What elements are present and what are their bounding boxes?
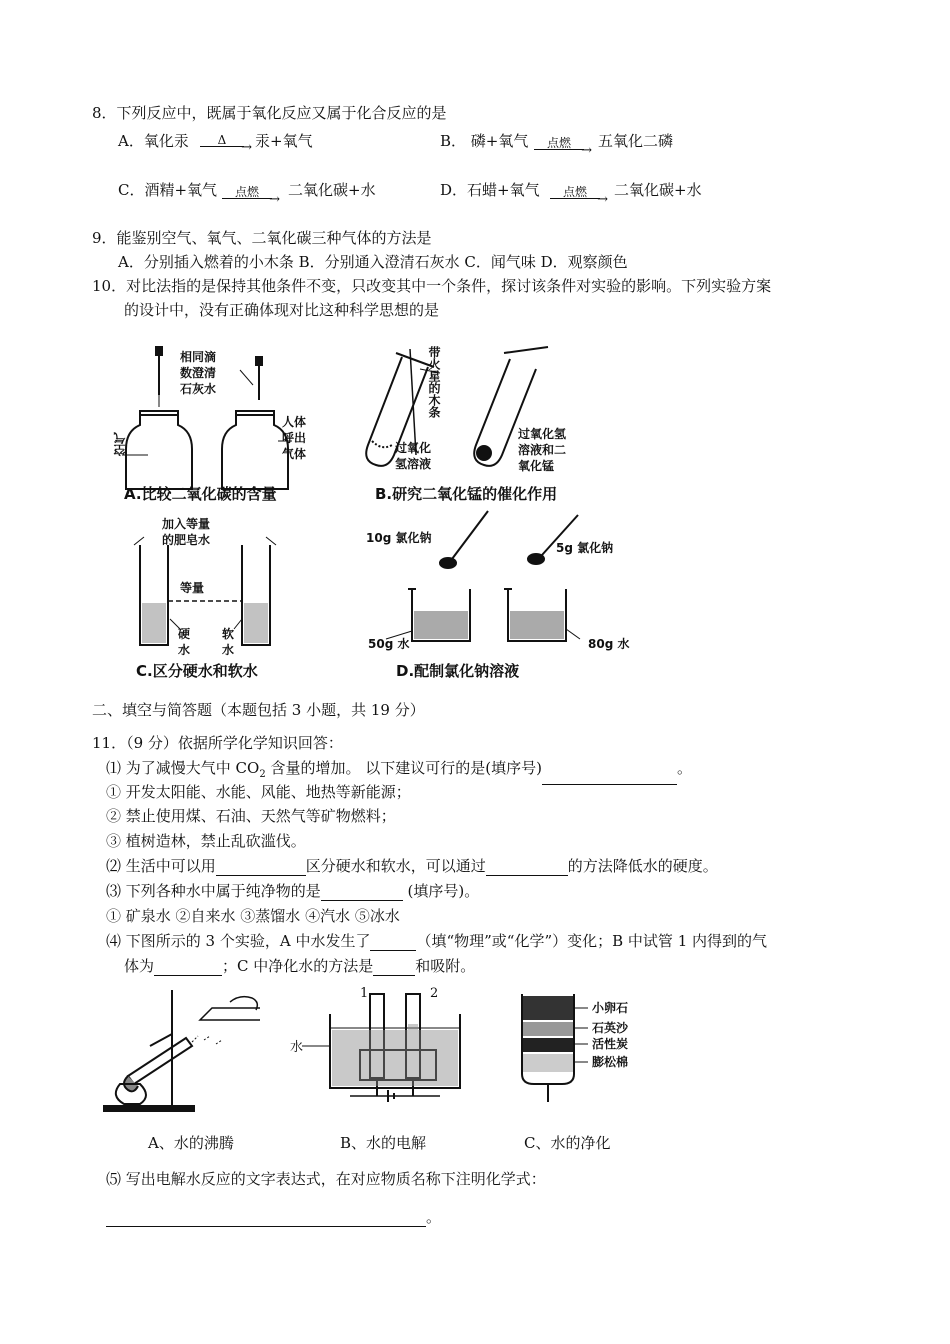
electrolysis-tube-1-label: 1	[360, 986, 369, 1001]
q8-arrow-c: 点燃 →	[222, 186, 272, 199]
q11-part2-blank2[interactable]	[486, 859, 568, 876]
purification-layer-4: 膨松棉	[592, 1055, 629, 1069]
figure-c-soft-label: 软 水	[222, 627, 235, 657]
q11-part3-blank[interactable]	[321, 884, 403, 901]
q8-option-b-right: 五氧化二磷	[598, 132, 674, 150]
q11-part4-blank3[interactable]	[373, 959, 415, 976]
q11-part4-line2: 体为 ；C 中净化水的方法是 和吸附。	[124, 957, 476, 975]
q8-arrow-b: 点燃 →	[534, 137, 584, 150]
caption-purification: C、水的净化	[524, 1134, 611, 1152]
q11-part5: ⑸ 写出电解水反应的文字表达式，在对应物质名称下注明化学式：	[106, 1170, 546, 1188]
figure-b-left-label: 过氧化 氢溶液	[395, 441, 432, 471]
q11-option-3: ③ 植树造林，禁止乱砍滥伐。	[106, 832, 306, 850]
q11-part1: ⑴ 为了减慢大气中 $CO_2$ 含量的增加。 以下建议可行的是(填序号) 。	[106, 758, 692, 785]
figure-b-stick-label: 带火星的木条	[427, 346, 441, 418]
figure-b-caption: B.研究二氧化锰的催化作用	[375, 485, 558, 503]
q10-stem-line2: 的设计中，没有正确体现对比这种科学思想的是	[124, 301, 440, 319]
figure-a-breath-label: 人体 呼出 气体	[282, 415, 307, 461]
q11-part5-answer-line: 。	[106, 1207, 441, 1227]
q11-stem: 11．（9 分）依据所学化学知识回答：	[92, 734, 343, 752]
q11-part4-blank1[interactable]	[370, 934, 416, 951]
q9-stem: 9．能鉴别空气、氧气、二氧化碳三种气体的方法是	[92, 229, 432, 247]
q8-option-c-left: C．酒精+氧气	[118, 181, 218, 199]
figure-c-equal-label: 等量	[180, 581, 205, 595]
figure-b-mno2-catalysis	[350, 345, 610, 485]
figure-d-salt10-label: 10g 氯化钠	[366, 531, 432, 545]
q8-option-c-right: 二氧化碳+水	[288, 181, 376, 199]
figure-a-air-label: 空气	[113, 432, 127, 456]
figure-b-right-label: 过氧化氢 溶液和二 氧化锰	[518, 427, 567, 473]
q11-part1-blank[interactable]	[542, 768, 677, 785]
q11-part2: ⑵ 生活中可以用 区分硬水和软水，可以通过 的方法降低水的硬度。	[106, 857, 718, 875]
figure-d-water50-label: 50g 水	[368, 637, 410, 651]
q11-part5-blank[interactable]	[106, 1210, 426, 1227]
q8-arrow-a: Δ →	[200, 134, 244, 147]
q11-part4-line1: ⑷ 下图所示的 3 个实验，A 中水发生了 （填“物理”或“化学”）变化；B 中试管 1 内得到的气	[106, 932, 767, 950]
figure-c-caption: C.区分硬水和软水	[136, 662, 258, 680]
q11-option-2: ② 禁止使用煤、石油、天然气等矿物燃料；	[106, 807, 396, 825]
q11-part3: ⑶ 下列各种水中属于纯净物的是 (填序号)。	[106, 882, 480, 900]
q11-part3-options: ① 矿泉水 ②自来水 ③蒸馏水 ④汽水 ⑤冰水	[106, 907, 400, 925]
figure-d-caption: D.配制氯化钠溶液	[396, 662, 520, 680]
figure-a-caption: A.比较二氧化碳的含量	[124, 485, 277, 503]
q9-options: A．分别插入燃着的小木条 B．分别通入澄清石灰水 C．闻气味 D．观察颜色	[118, 253, 628, 271]
figure-water-purification	[510, 984, 590, 1114]
q11-part4-blank2[interactable]	[154, 959, 222, 976]
q8-arrow-d: 点燃 →	[550, 186, 600, 199]
figure-c-hard-label: 硬 水	[178, 627, 191, 657]
caption-electrolysis: B、水的电解	[340, 1134, 427, 1152]
q8-option-d-left: D．石蜡+氧气	[440, 181, 540, 199]
figure-d-water80-label: 80g 水	[588, 637, 630, 651]
q8-option-a-right: 汞+氧气	[255, 132, 313, 150]
figure-c-soap-label: 加入等量 的肥皂水	[162, 517, 211, 547]
q8-option-a-left: A．氧化汞	[118, 132, 189, 150]
electrolysis-tube-2-label: 2	[430, 986, 439, 1001]
q11-part2-blank1[interactable]	[216, 859, 306, 876]
figure-d-salt5-label: 5g 氯化钠	[556, 541, 614, 555]
q10-stem-line1: 10．对比法指的是保持其他条件不变，只改变其中一个条件，探讨该条件对实验的影响。下列实验方案	[92, 277, 772, 295]
figure-a-drop-label: 相同滴 数澄清 石灰水	[180, 350, 217, 396]
purification-layer-3: 活性炭	[592, 1037, 629, 1051]
caption-boiling: A、水的沸腾	[148, 1134, 234, 1152]
purification-layer-1: 小卵石	[592, 1001, 629, 1015]
q8-option-d-right: 二氧化碳+水	[614, 181, 702, 199]
figure-boiling-water	[100, 984, 260, 1114]
purification-layer-2: 石英沙	[592, 1021, 629, 1035]
figure-d-nacl-solution	[360, 505, 640, 655]
electrolysis-water-label: 水	[290, 1040, 304, 1055]
q8-stem: 8．下列反应中，既属于氧化反应又属于化合反应的是	[92, 104, 447, 122]
figure-electrolysis	[290, 984, 480, 1114]
q8-option-b-left: B． 磷+氧气	[440, 132, 529, 150]
q11-option-1: ① 开发太阳能、水能、风能、地热等新能源；	[106, 783, 411, 801]
section-2-heading: 二、填空与简答题（本题包括 3 小题，共 19 分）	[92, 701, 425, 719]
